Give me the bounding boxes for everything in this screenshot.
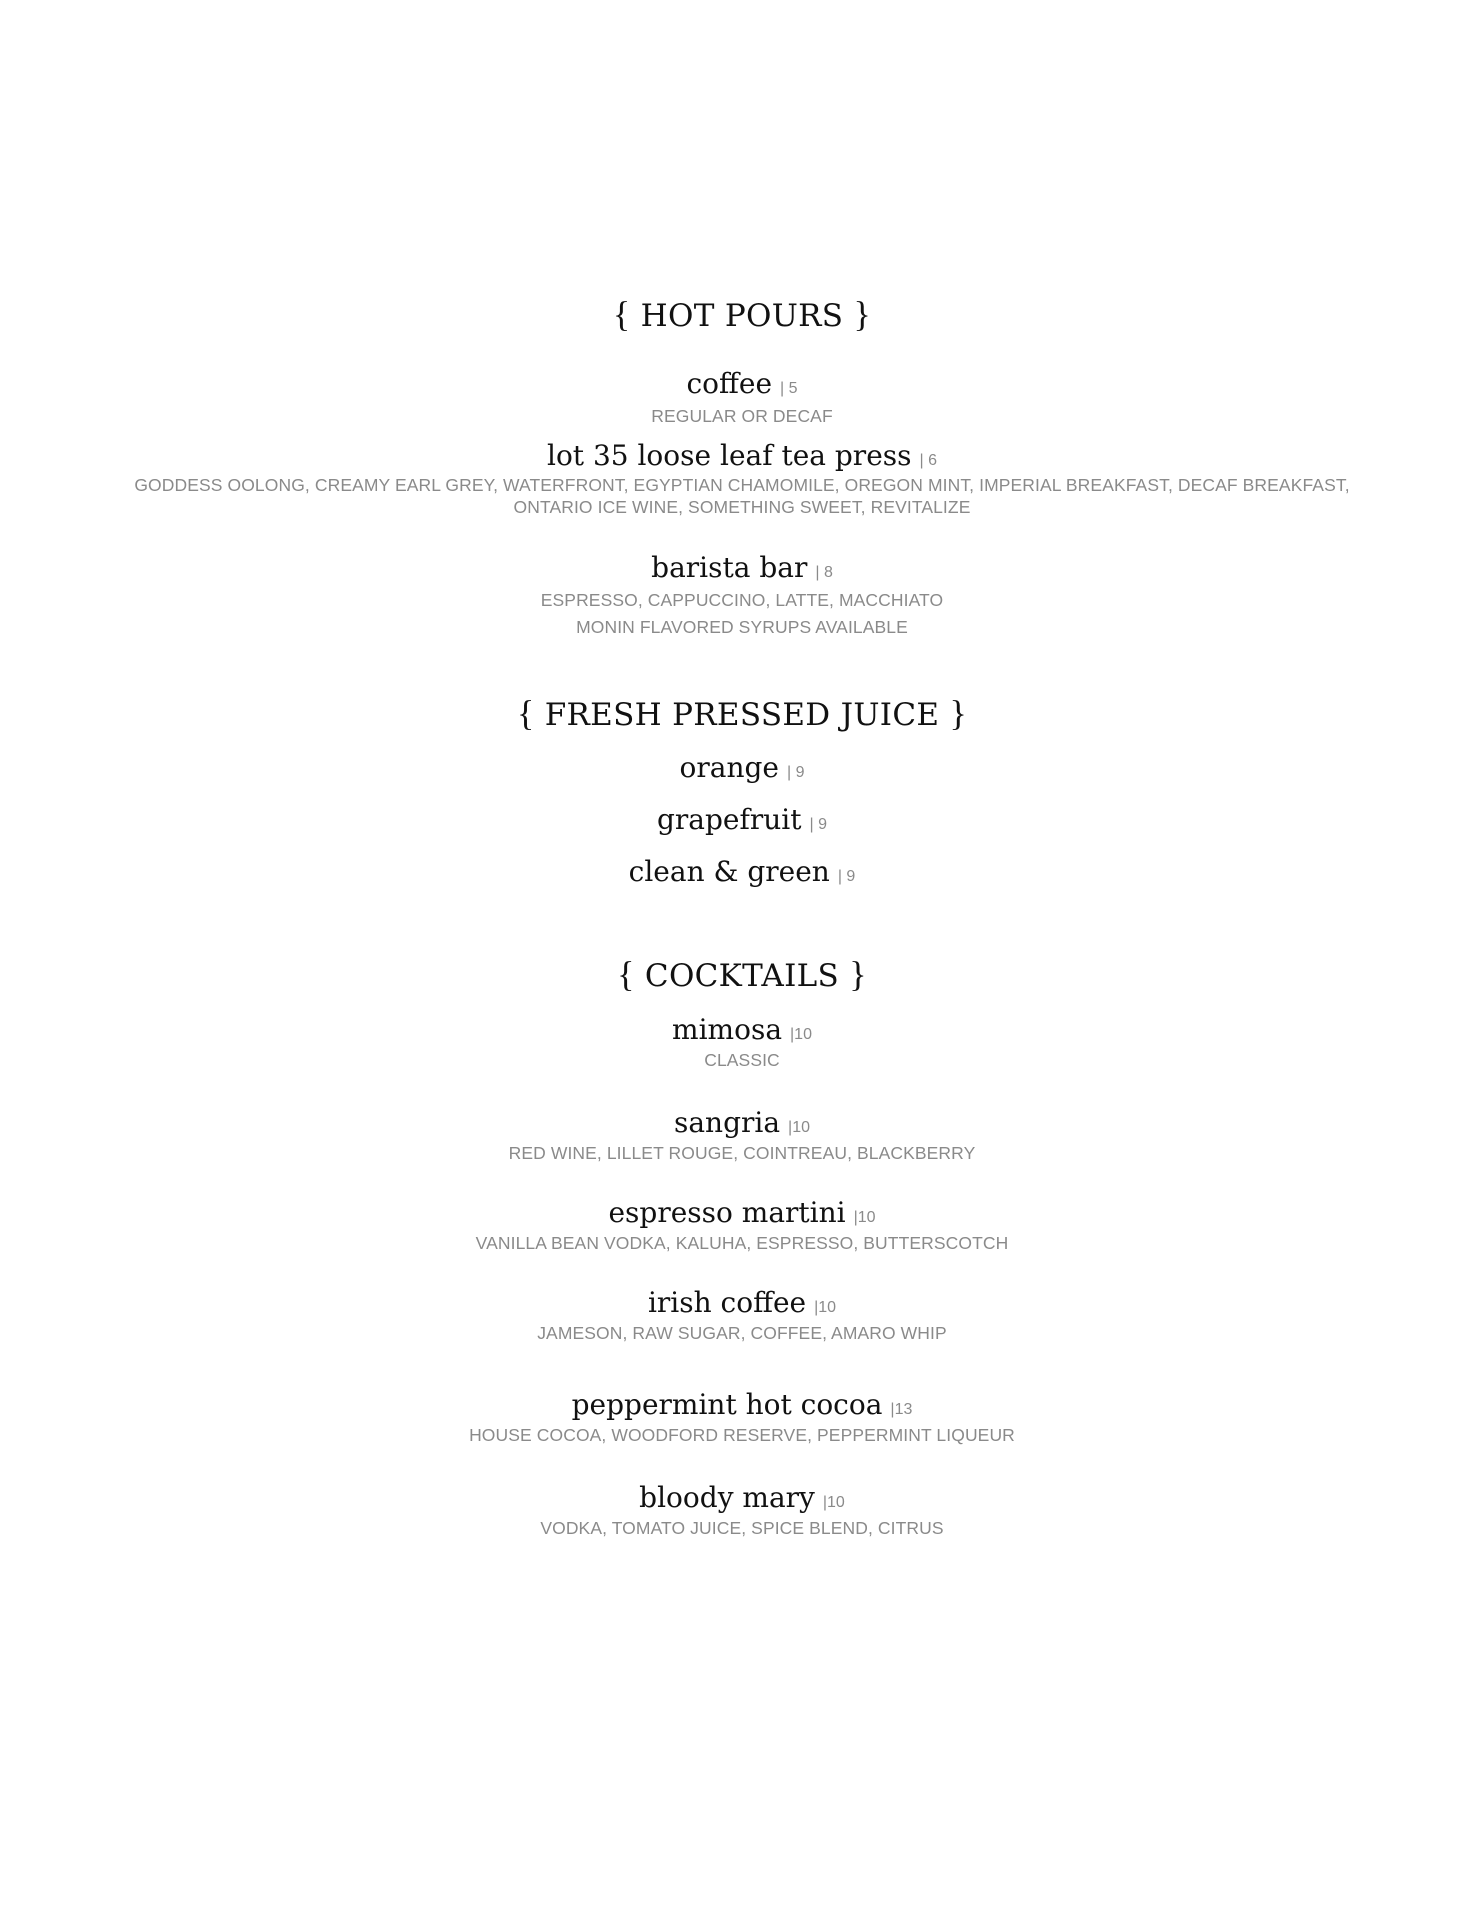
- item-name: clean & green: [628, 855, 830, 888]
- item-description: VANILLA BEAN VODKA, KALUHA, ESPRESSO, BUTTERSCOTCH: [475, 1233, 1009, 1253]
- menu-item-irish-coffee: [0, 1285, 1484, 1326]
- menu-item-sangria: [0, 1105, 1484, 1146]
- section-heading-fresh-pressed-juice: [0, 693, 1484, 735]
- item-name: peppermint hot cocoa: [571, 1388, 883, 1421]
- item-price: |10: [814, 1299, 837, 1316]
- menu-item-bloody-mary: [0, 1480, 1484, 1521]
- item-name: orange: [679, 751, 779, 784]
- brace-close: }: [853, 294, 872, 334]
- section-title: FRESH PRESSED JUICE: [544, 697, 940, 733]
- item-description: MONIN FLAVORED SYRUPS AVAILABLE: [576, 617, 908, 637]
- item-name: grapefruit: [657, 803, 802, 836]
- section-title: HOT POURS: [640, 298, 844, 334]
- brace-close: }: [949, 693, 968, 733]
- item-price: | 9: [809, 816, 827, 833]
- item-name: barista bar: [651, 551, 808, 584]
- menu-item-barista-bar: [0, 550, 1484, 591]
- item-description: JAMESON, RAW SUGAR, COFFEE, AMARO WHIP: [537, 1323, 947, 1343]
- item-price: | 9: [837, 868, 856, 885]
- brace-close: }: [849, 954, 867, 994]
- item-name: lot 35 loose leaf tea press: [546, 439, 912, 472]
- item-description: ONTARIO ICE WINE, SOMETHING SWEET, REVITALIZE: [513, 497, 971, 517]
- item-description: RED WINE, LILLET ROUGE, COINTREAU, BLACKBERRY: [508, 1143, 976, 1163]
- menu-item-mimosa: [0, 1012, 1484, 1053]
- item-price: | 5: [780, 380, 798, 397]
- menu-item-clean-green: [0, 854, 1484, 895]
- item-price: |10: [788, 1119, 810, 1136]
- item-name: bloody mary: [639, 1481, 815, 1514]
- section-title: COCKTAILS: [644, 958, 840, 994]
- brace-open: {: [516, 693, 535, 733]
- section-heading-cocktails: [0, 954, 1484, 996]
- item-description: GODDESS OOLONG, CREAMY EARL GREY, WATERFRONT, EGYPTIAN CHAMOMILE, OREGON MINT, IMPERIAL BREAKFAST, DECAF BREAKFAST,: [134, 475, 1350, 495]
- menu-item-tea-press: [0, 438, 1484, 479]
- item-price: |13: [890, 1401, 913, 1418]
- item-name: irish coffee: [647, 1286, 807, 1319]
- brace-open: {: [617, 954, 635, 994]
- item-name: espresso martini: [608, 1196, 846, 1229]
- item-price: | 8: [815, 564, 833, 581]
- item-price: |10: [822, 1494, 845, 1511]
- menu-item-peppermint-hot-cocoa: [0, 1387, 1484, 1428]
- item-description: HOUSE COCOA, WOODFORD RESERVE, PEPPERMINT LIQUEUR: [469, 1425, 1015, 1445]
- item-price: | 9: [786, 764, 805, 781]
- item-name: coffee: [686, 367, 773, 400]
- item-description: CLASSIC: [704, 1050, 780, 1070]
- item-price: | 6: [919, 452, 938, 469]
- item-price: |10: [790, 1026, 812, 1043]
- item-description: REGULAR OR DECAF: [651, 406, 833, 426]
- item-description: ESPRESSO, CAPPUCCINO, LATTE, MACCHIATO: [540, 590, 944, 610]
- item-name: mimosa: [672, 1013, 783, 1046]
- menu-item-orange: [0, 750, 1484, 791]
- menu-item-grapefruit: [0, 802, 1484, 843]
- brace-open: {: [612, 294, 631, 334]
- item-price: |10: [853, 1209, 876, 1226]
- item-description: VODKA, TOMATO JUICE, SPICE BLEND, CITRUS: [540, 1518, 944, 1538]
- item-name: sangria: [673, 1106, 781, 1139]
- section-heading-hot-pours: [0, 294, 1484, 336]
- menu-item-coffee: [0, 366, 1484, 407]
- menu-item-espresso-martini: [0, 1195, 1484, 1236]
